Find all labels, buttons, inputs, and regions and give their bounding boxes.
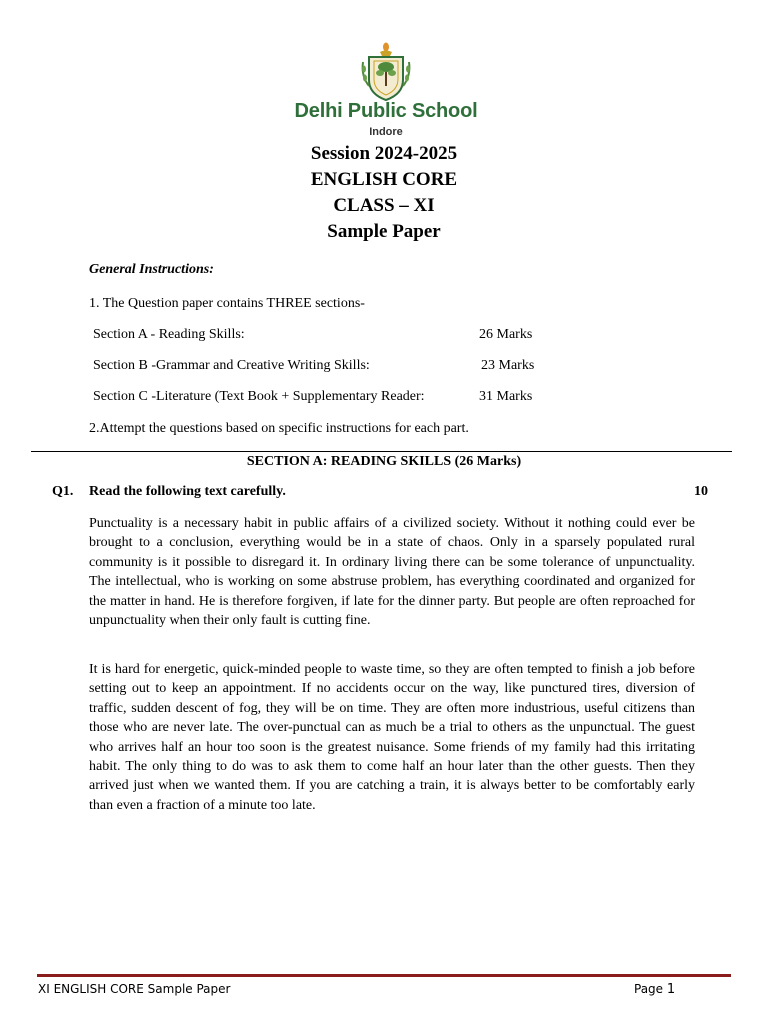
paper-type-title: Sample Paper: [327, 221, 441, 242]
section-a-label: Section A - Reading Skills:: [93, 327, 245, 342]
instructions-heading: General Instructions:: [89, 262, 214, 277]
footer-page-number: 1: [666, 982, 676, 997]
section-a-marks: 26 Marks: [479, 327, 533, 342]
question-text: Read the following text carefully.: [89, 484, 286, 499]
question-marks: 10: [694, 484, 708, 499]
footer-rule: [37, 974, 731, 977]
school-name: Delhi Public School: [294, 100, 478, 122]
section-c-label: Section C -Literature (Text Book + Supplementary Reader:: [93, 389, 425, 404]
instruction-line-1: 1. The Question paper contains THREE sections-: [89, 296, 365, 311]
school-city: Indore: [369, 126, 403, 138]
section-b-label: Section B -Grammar and Creative Writing Skills:: [93, 358, 370, 373]
school-crest-icon: [359, 42, 413, 102]
section-a-heading: SECTION A: READING SKILLS (26 Marks): [246, 454, 522, 469]
question-number: Q1.: [52, 484, 74, 499]
passage-paragraph-2: It is hard for energetic, quick-minded people to waste time, so they are often tempted to finish a job before setting out to keep an appointment. If no accidents occur on the way, like punctured tires, diversion of traffic, sudden descent of fog, they will be on time. They are often more industrious, useful citizens than those who are never late. The over-punctual can as much be a trial to others as the unpunctual. The guest who arrives half an hour too soon is the greatest nuisance. Some friends of my family had this irritating habit. The only thing to do was to ask them to come half an hour later than the other guests. Then they arrived just when we wanted them. If you are catching a train, it is always better to be comfortably early than even a fraction of a minute too late.: [89, 662, 695, 813]
footer-document-title: XI ENGLISH CORE Sample Paper: [38, 982, 231, 996]
section-divider: [31, 451, 732, 452]
footer-page-label: Page: [634, 982, 664, 996]
passage-paragraph-1: Punctuality is a necessary habit in public affairs of a civilized society. Without it nothing could ever be brought to a conclusion, everything would be in a state of chaos. Only in a sparsely populated rural community is it possible to disregard it. In ordinary living there can be some tolerance of unpunctuality. The intellectual, who is working on some abstruse problem, has everything coordinated and organized for the matter in hand. He is therefore forgiven, if late for the dinner party. But people are often reproached for unpunctuality when their only fault is cutting fine.: [89, 516, 695, 629]
subject-title: ENGLISH CORE: [310, 169, 458, 190]
session-title: Session 2024-2025: [310, 143, 458, 164]
footer-page-indicator: [634, 981, 675, 998]
section-b-marks: 23 Marks: [481, 358, 535, 373]
class-title: CLASS – XI: [333, 195, 435, 216]
instruction-line-2: 2.Attempt the questions based on specific instructions for each part.: [89, 421, 469, 436]
school-logo: [292, 42, 480, 140]
section-c-marks: 31 Marks: [479, 389, 533, 404]
